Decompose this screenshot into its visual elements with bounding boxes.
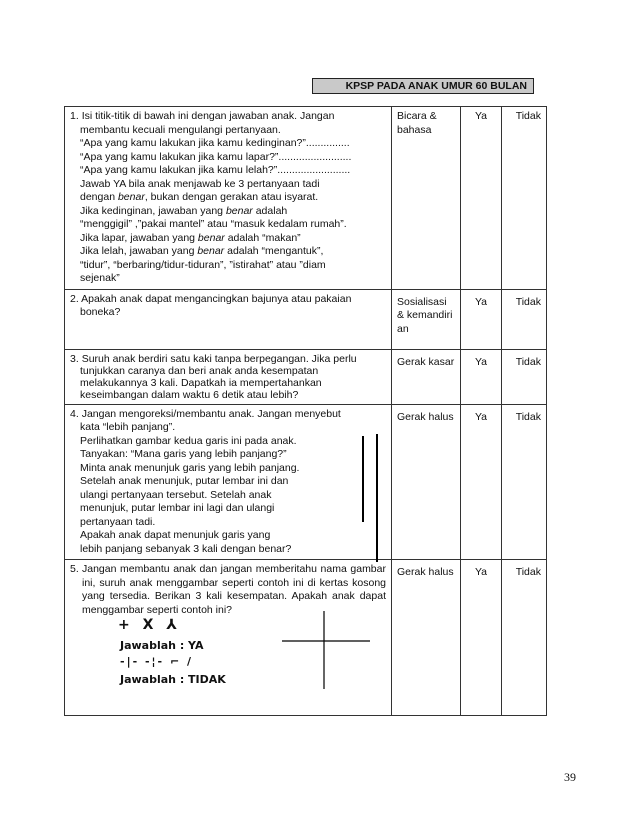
question-text: Jika kedinginan, jawaban yang benar adalah [80,204,288,217]
cross-figure [278,611,378,691]
ya-option[interactable]: Ya [461,107,502,290]
question-text: kata “lebih panjang”. [80,421,176,433]
ya-option[interactable]: Ya [461,404,502,560]
table-row [65,349,547,404]
tidak-option[interactable]: Tidak [502,560,547,716]
answer-yes-label: Jawablah : YA [120,639,204,652]
category-cell: Gerak halus [392,404,461,560]
category-cell: Gerak halus [392,560,461,716]
category-cell: Sosialisasi & kemandiri an [392,289,461,349]
question-text: Apakah anak dapat mengancingkan bajunya atau pakaian [81,292,352,305]
answer-no-label: Jawablah : TIDAK [120,673,226,686]
table-row [65,289,547,349]
question-text: Jika lelah, jawaban yang benar adalah “mengantuk”, [80,245,324,257]
question-text: Suruh anak berdiri satu kaki tanpa berpegangan. Jika perlu [81,352,357,365]
tidak-option[interactable]: Tidak [502,404,547,560]
question-text: “menggigil” ,”pakai mantel” atau “masuk kedalam rumah”. [80,218,347,230]
question-text: tunjukkan caranya dan beri anak anda kesempatan [80,364,319,377]
question-number: 1. [70,110,79,122]
sample-no-drawings: -|- -¦- ⌐ / [120,655,194,668]
question-text: “Apa yang kamu lakukan jika kamu kedinginan?”............... [80,137,350,149]
question-cell [65,560,392,716]
ya-option[interactable]: Ya [461,560,502,716]
table-row [65,404,547,560]
question-text: Jangan membantu anak dan jangan memberitahu nama gambar ini, suruh anak menggambar seperti contoh ini di kertas kosong yang tersedia. Berikan 3 kali kesempatan. Apakah anak dapat menggambar seperti contoh ini? [82,563,386,616]
question-number: 3. [70,352,79,365]
question-text: lebih panjang sebanyak 3 kali dengan benar? [80,542,292,555]
kpsp-table [64,106,547,716]
question-number: 5. [70,563,79,575]
question-text: melakukannya 3 kali. Dapatkah ia mempertahankan [80,376,322,389]
question-text: Minta anak menunjuk garis yang lebih panjang. [80,461,300,474]
question-text: keseimbangan dalam waktu 6 detik atau lebih? [80,388,299,401]
long-line-figure [376,434,378,562]
question-cell [65,289,392,349]
question-text: Isi titik-titik di bawah ini dengan jawaban anak. Jangan [81,110,335,122]
question-cell [65,349,392,404]
question-text: Jika lapar, jawaban yang benar adalah “makan” [80,231,301,244]
question-number: 4. [70,407,79,420]
table-row [65,107,547,290]
question-text: Jawab YA bila anak menjawab ke 3 pertanyaan tadi [80,177,320,190]
question-text: Tanyakan: “Mana garis yang lebih panjang?” [80,448,287,460]
question-text: menunjuk, putar lembar ini lagi dan ulangi [80,502,275,514]
ya-option[interactable]: Ya [461,349,502,404]
question-text: ulangi pertanyaan tersebut. Setelah anak [80,488,272,501]
page-title: KPSP PADA ANAK UMUR 60 BULAN [312,78,534,94]
question-text: sejenak” [80,272,120,284]
question-text: Jangan mengoreksi/membantu anak. Jangan menyebut [81,407,341,420]
page-number: 39 [564,770,576,784]
question-cell [65,404,392,560]
question-text: “tidur”, “berbaring/tidur-tiduran”, ”istirahat” atau ”diam [80,258,326,271]
category-cell: Bicara & bahasa [392,107,461,290]
question-text: Apakah anak dapat menunjuk garis yang [80,529,271,541]
question-text: pertanyaan tadi. [80,515,156,528]
table-row [65,560,547,716]
question-text: membantu kecuali mengulangi pertanyaan. [80,123,281,136]
question-text: dengan benar, bukan dengan gerakan atau isyarat. [80,191,319,203]
tidak-option[interactable]: Tidak [502,107,547,290]
question-text: Perlihatkan gambar kedua garis ini pada anak. [80,434,297,447]
question-text: boneka? [80,306,121,318]
ya-option[interactable]: Ya [461,289,502,349]
sample-yes-drawings: + X ⅄ [118,617,181,633]
short-line-figure [362,436,364,522]
category-cell: Gerak kasar [392,349,461,404]
question-cell [65,107,392,290]
drawing-example-area [70,617,386,695]
question-text: Setelah anak menunjuk, putar lembar ini dan [80,475,289,487]
tidak-option[interactable]: Tidak [502,289,547,349]
question-text: “Apa yang kamu lakukan jika kamu lapar?”......................... [80,150,352,163]
question-text: “Apa yang kamu lakukan jika kamu lelah?”......................... [80,164,351,176]
question-number: 2. [70,292,79,305]
tidak-option[interactable]: Tidak [502,349,547,404]
